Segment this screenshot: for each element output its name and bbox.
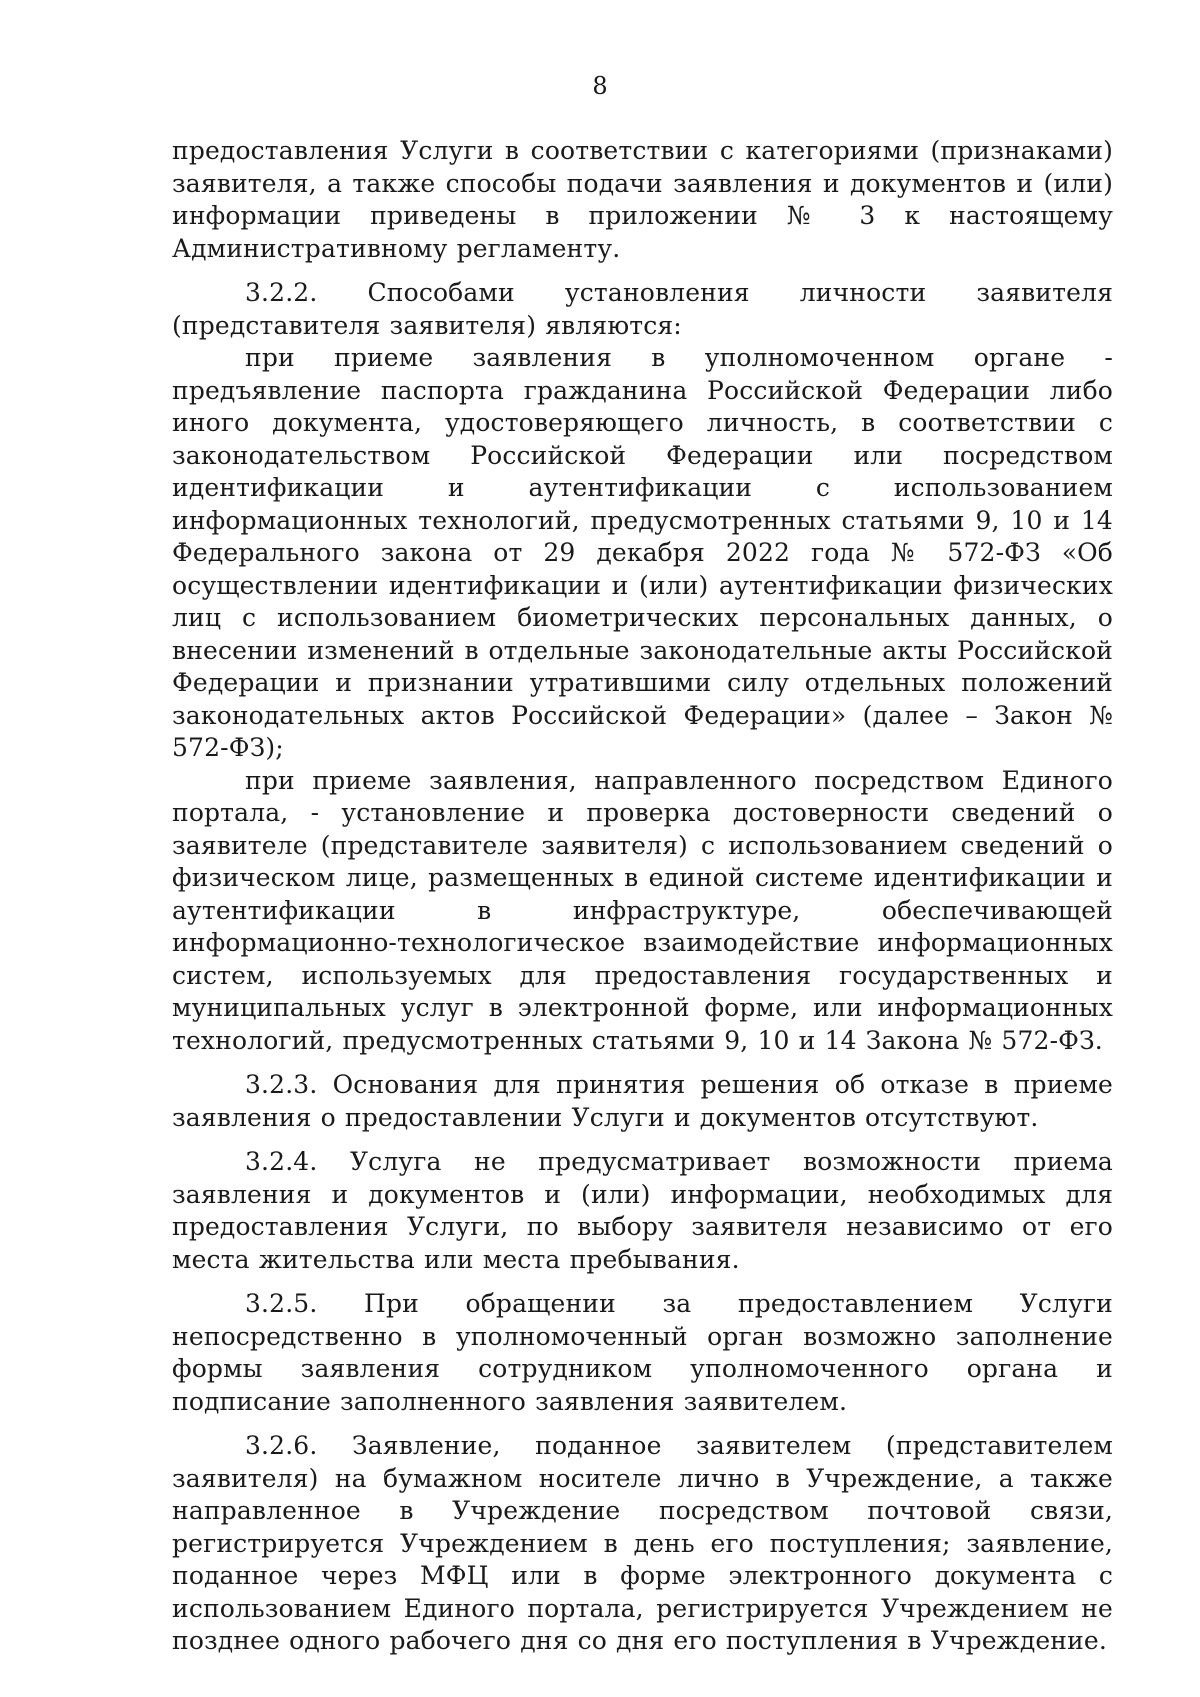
document-body bbox=[172, 135, 1113, 1658]
paragraph-3-2-4: 3.2.4. Услуга не предусматривает возможности приема заявления и документов и (или) информации, необходимых для предоставления Услуги, по выбору заявителя независимо от его места жительства или места пребывания. bbox=[172, 1147, 1113, 1274]
paragraph-3-2-6: 3.2.6. Заявление, поданное заявителем (представителем заявителя) на бумажном носителе лично в Учреждение, а также направленное в Учреждение посредством почтовой связи, регистрируется Учреждением в день его поступления; заявление, поданное через МФЦ или в форме электронного документа с использованием Единого портала, регистрируется Учреждением не позднее одного рабочего дня со дня его поступления в Учреждение. bbox=[172, 1431, 1113, 1655]
paragraph-3-2-2-portal: при приеме заявления, направленного посредством Единого портала, - установление и проверка достоверности сведений о заявителе (представителе заявителя) с использованием сведений о физическом лице, размещенных в единой системе идентификации и аутентификации в инфраструктуре, обеспечивающей информационно-технологическое взаимодействие информационных систем, используемых для предоставления государственных и муниципальных услуг в электронной форме, или информационных технологий, предусмотренных статьями 9, 10 и 14 Закона № 572-ФЗ. bbox=[172, 765, 1113, 1055]
page-number: 8 bbox=[592, 72, 608, 100]
paragraph-3-2-2: 3.2.2. Способами установления личности заявителя (представителя заявителя) являются: bbox=[172, 278, 1113, 340]
paragraph-3-2-5: 3.2.5. При обращении за предоставлением Услуги непосредственно в уполномоченный орган возможно заполнение формы заявления сотрудником уполномоченного органа и подписание заполненного заявления заявителем. bbox=[172, 1289, 1113, 1416]
paragraph-3-2-2-in-person: при приеме заявления в уполномоченном органе - предъявление паспорта гражданина Российской Федерации либо иного документа, удостоверяющего личность, в соответствии с законодательством Российской Федерации или посредством идентификации и аутентификации с использованием информационных технологий, предусмотренных статьями 9, 10 и 14 Федерального закона от 29 декабря 2022 года № 572-ФЗ «Об осуществлении идентификации и (или) аутентификации физических лиц с использованием биометрических персональных данных, о внесении изменений в отдельные законодательные акты Российской Федерации и признании утратившими силу отдельных положений законодательных актов Российской Федерации» (далее – Закон № 572-ФЗ); bbox=[172, 343, 1113, 762]
paragraph-continuation: предоставления Услуги в соответствии с категориями (признаками) заявителя, а также способы подачи заявления и документов и (или) информации приведены в приложении № 3 к настоящему Административному регламенту. bbox=[172, 136, 1113, 263]
paragraph-3-2-3: 3.2.3. Основания для принятия решения об отказе в приеме заявления о предоставлении Услуги и документов отсутствуют. bbox=[172, 1070, 1113, 1132]
